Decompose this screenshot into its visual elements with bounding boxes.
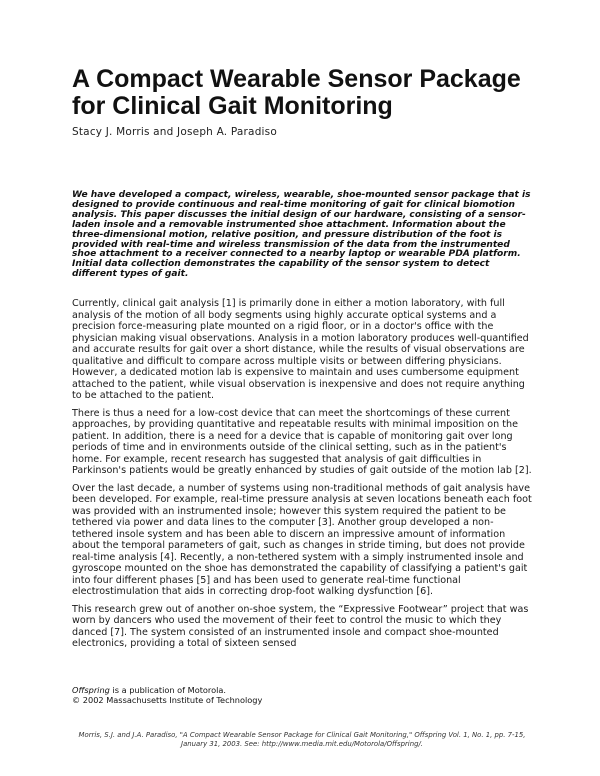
citation-line: Morris, S.J. and J.A. Paradiso, "A Compact Wearable Sensor Package for Clinical Gait Monitoring," Offspring Vol. 1, No. 1, pp. 7-15, xyxy=(78,731,526,739)
abstract: We have developed a compact, wireless, wearable, shoe-mounted sensor package that is designed to provide continuous and real-time monitoring of gait for clinical biomotion analysis. This paper discusses the initial design of our hardware, consisting of a sensor-laden insole and a removable instrumented shoe attachment. Information about the three-dimensional motion, relative position, and pressure distribution of the foot is provided with real-time and wireless transmission of the data from the instrumented shoe attachment to a receiver connected to a nearby laptop or wearable PDA platform. Initial data collection demonstrates the capability of the sensor system to detect different types of gait. xyxy=(72,190,531,280)
body-paragraph: This research grew out of another on-shoe system, the “Expressive Footwear” project that was worn by dancers who used the movement of their feet to control the music to which they danced [7]. The system consisted of an instrumented insole and compact shoe-mounted electronics, providing a total of sixteen sensed xyxy=(72,603,529,649)
publication-footnote xyxy=(72,685,532,705)
paper-title: A Compact Wearable Sensor Package for Clinical Gait Monitoring xyxy=(72,65,521,120)
body-paragraph: Currently, clinical gait analysis [1] is primarily done in either a motion laboratory, with full analysis of the motion of all body segments using highly accurate optical systems and a precision force-measuring plate mounted on a rigid floor, or in a doctor's office with the physician making visual observations. Analysis in a motion laboratory produces well-quantified and accurate results for gait over a short distance, while the results of visual observations are qualitative and difficult to compare across multiple visits or between differing physicians. However, a dedicated motion lab is expensive to maintain and uses cumbersome equipment attached to the patient, while visual observation is inexpensive and does not require anything to be attached to the patient. xyxy=(72,298,529,401)
publisher-text: is a publication of Motorola. xyxy=(109,685,227,695)
body-text xyxy=(72,298,534,656)
publisher-note xyxy=(72,685,532,695)
author-list: Stacy J. Morris and Joseph A. Paradiso xyxy=(72,126,277,138)
copyright-notice: © 2002 Massachusetts Institute of Technology xyxy=(72,695,263,705)
publication-name: Offspring xyxy=(72,685,110,695)
body-paragraph: Over the last decade, a number of systems using non-traditional methods of gait analysis have been developed. For example, real-time pressure analysis at seven locations beneath each foot was provided with an instrumented insole; however this system required the patient to be tethered via power and data lines to the computer [3]. Another group developed a non-tethered insole system and has been able to discern an impressive amount of information about the temporal parameters of gait, such as changes in stride timing, but does not provide real-time analysis [4]. Recently, a non-tethered system with a simply instrumented insole and gyroscope mounted on the shoe has demonstrated the capability of classifying a patient's gait into four different phases [5] and has been used to generate real-time functional electrostimulation that aids in correcting drop-foot walking dysfunction [6]. xyxy=(72,482,532,597)
citation-line: January 31, 2003. See: http://www.media.mit.edu/Motorola/Offspring/. xyxy=(181,740,423,748)
body-paragraph: There is thus a need for a low-cost device that can meet the shortcomings of these current approaches, by providing quantitative and repeatable results with minimal imposition on the patient. In addition, there is a need for a device that is capable of monitoring gait over long periods of time and in environments outside of the clinical setting, such as in the patient's home. For example, recent research has suggested that analysis of gait difficulties in Parkinson's patients would be greatly enhanced by studies of gait outside of the motion lab [2]. xyxy=(72,407,532,476)
citation-footer xyxy=(72,731,532,749)
